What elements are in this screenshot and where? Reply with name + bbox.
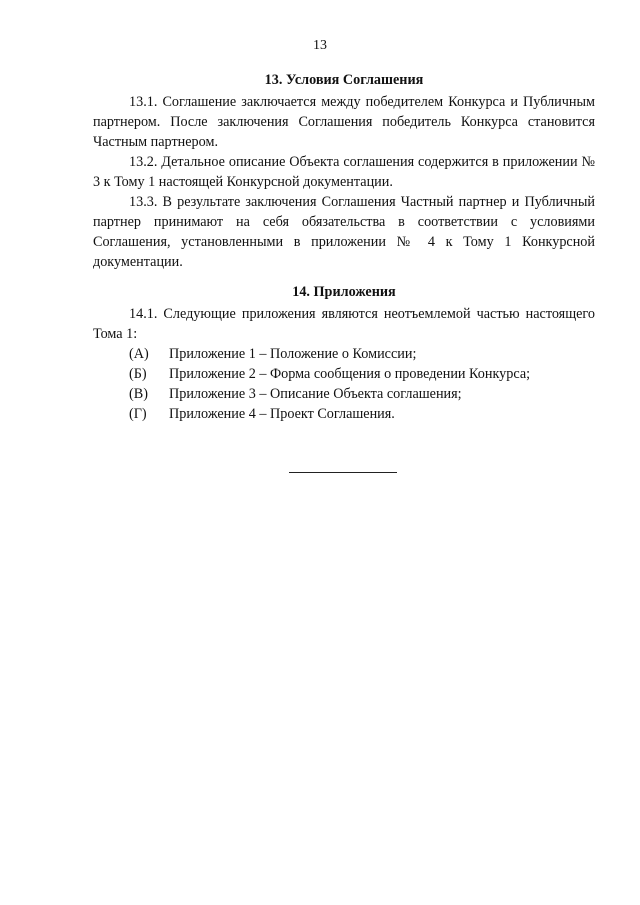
- end-divider-line: [289, 472, 397, 473]
- list-item-text: Приложение 2 – Форма сообщения о проведении Конкурса;: [169, 366, 531, 382]
- paragraph-13-3: 13.3. В результате заключения Соглашения Частный партнер и Публичный партнер принимают на себя обязательства в соответствии с условиями Соглашения, установленными в приложении № 4 к Тому 1 Конкурсной документации.: [93, 194, 595, 270]
- section-14-title: 14. Приложения: [292, 284, 396, 300]
- list-item: [93, 364, 595, 384]
- paragraph-14-1: 14.1. Следующие приложения являются неотъемлемой частью настоящего Тома 1:: [93, 306, 595, 342]
- list-item-text: Приложение 1 – Положение о Комиссии;: [169, 346, 417, 362]
- section-13-title: 13. Условия Соглашения: [264, 72, 424, 88]
- list-marker: (Б): [129, 366, 147, 382]
- list-marker: (В): [129, 386, 148, 402]
- list-marker: (А): [129, 346, 149, 362]
- document-body: [93, 70, 595, 424]
- appendix-list: [93, 344, 595, 424]
- list-item: [93, 384, 595, 404]
- paragraph-13-2: 13.2. Детальное описание Объекта соглашения содержится в приложении № 3 к Тому 1 настоящей Конкурсной документации.: [93, 154, 595, 190]
- list-item: [93, 344, 595, 364]
- list-item-text: Приложение 4 – Проект Соглашения.: [169, 406, 395, 422]
- page-number: 13: [313, 38, 327, 53]
- paragraph-13-1: 13.1. Соглашение заключается между победителем Конкурса и Публичным партнером. После заключения Соглашения победитель Конкурса становится Частным партнером.: [93, 94, 595, 150]
- list-item-text: Приложение 3 – Описание Объекта соглашения;: [169, 386, 462, 402]
- list-marker: (Г): [129, 406, 147, 422]
- list-item: [93, 404, 595, 424]
